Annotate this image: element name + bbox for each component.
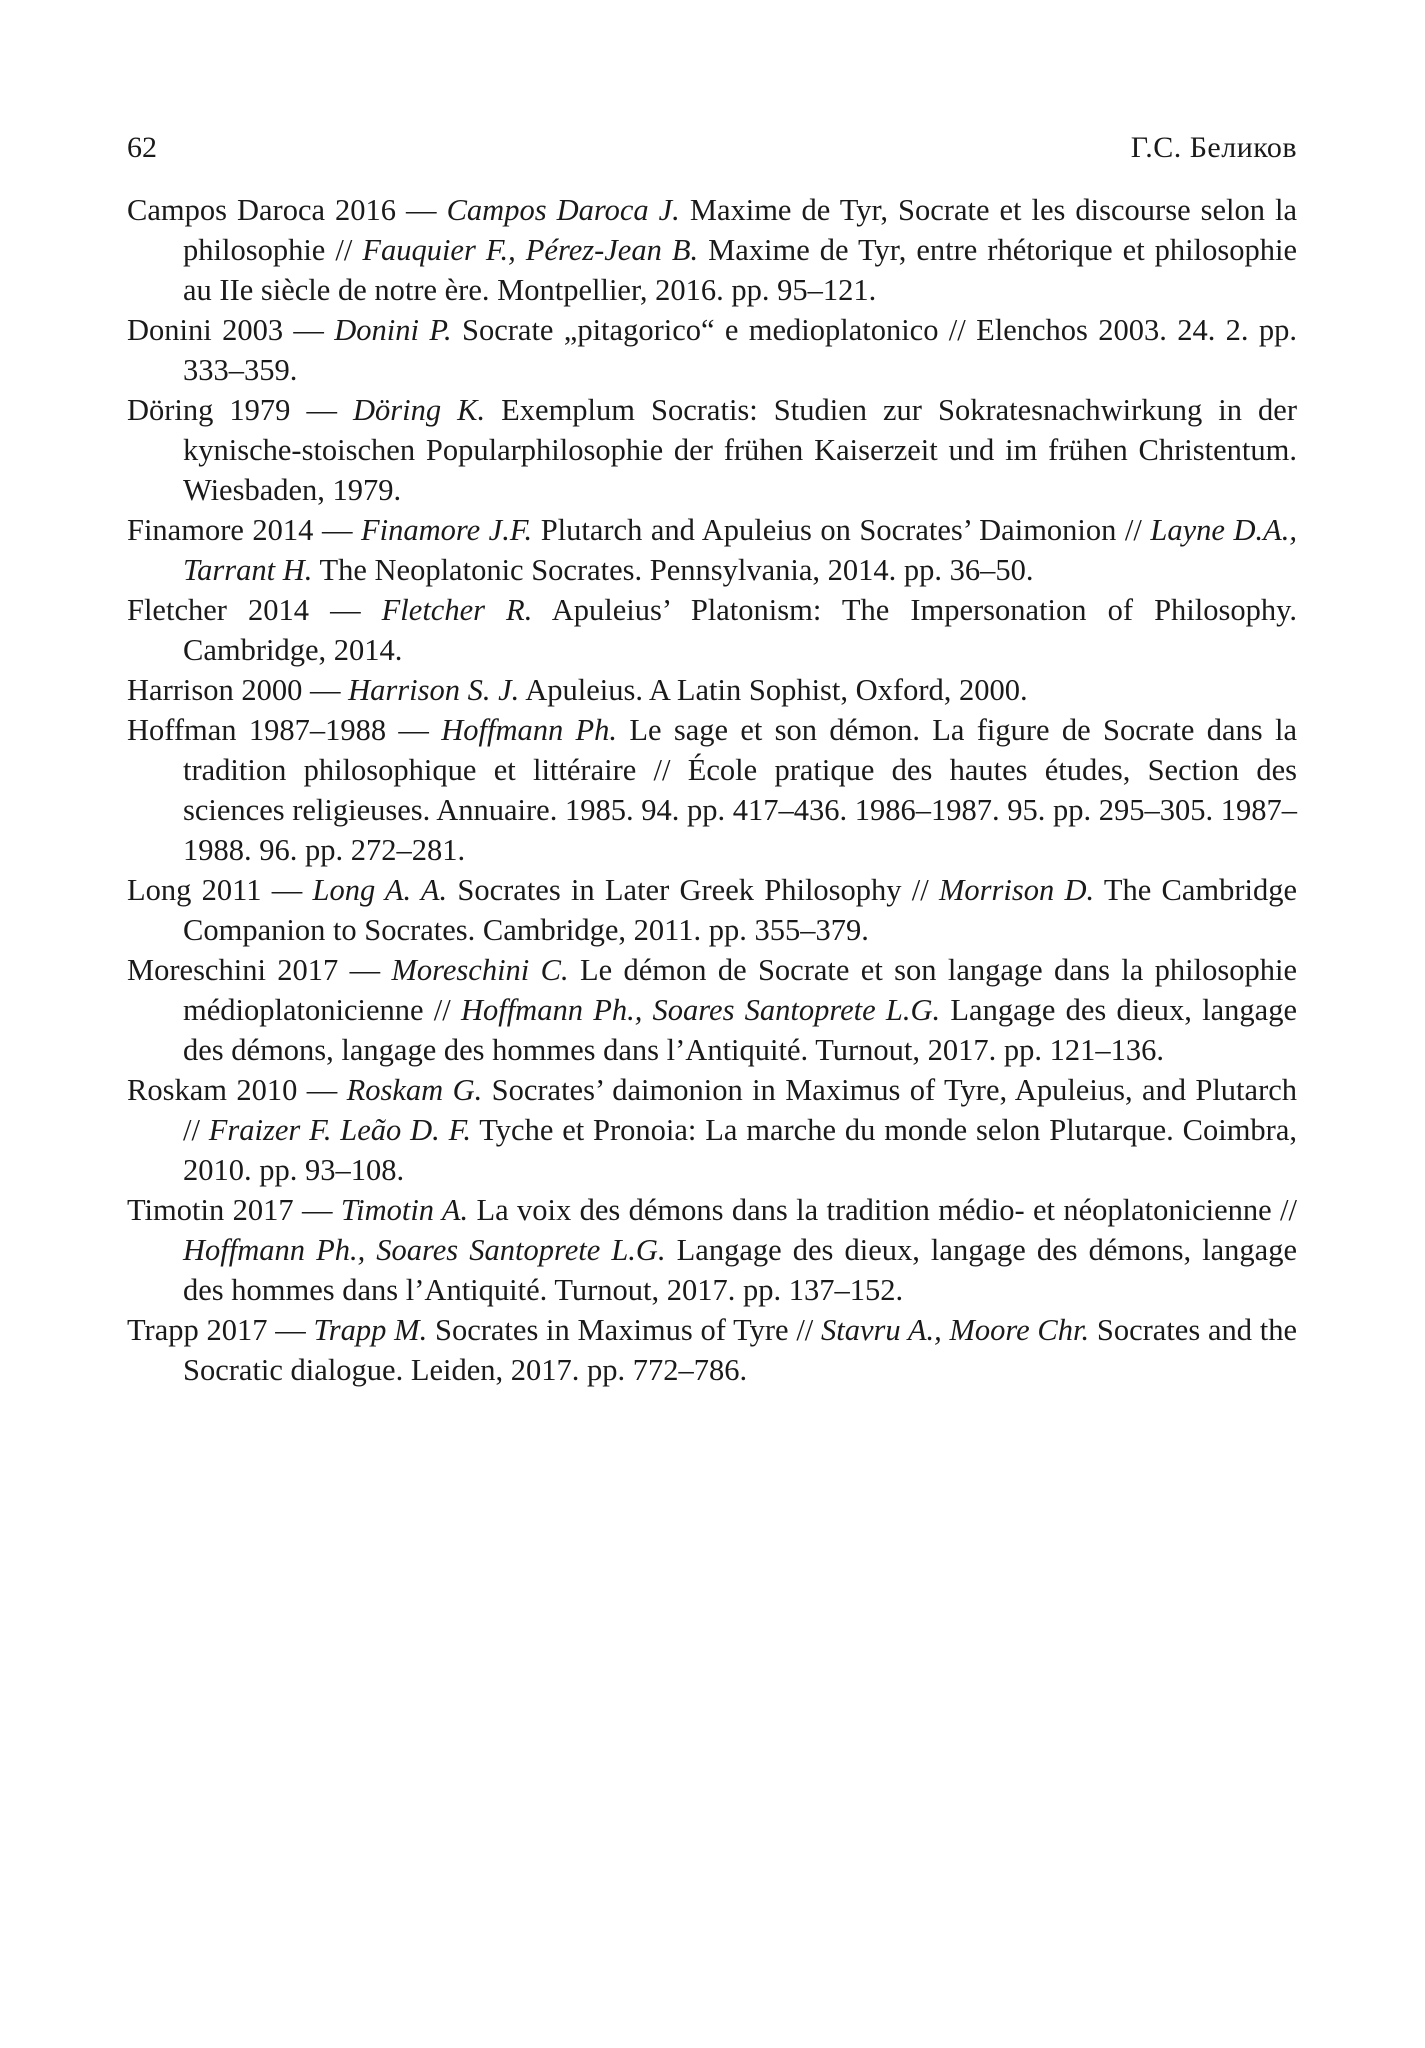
bibliography-entry: Döring 1979 — Döring K. Exemplum Socratis: Studien zur Sokratesnachwirkung in der kynische-stoischen Popularphilosophie der frühen Kaiserzeit und im frühen Christentum. Wiesbaden, 1979. xyxy=(127,393,1297,507)
bibliography-entry: Harrison 2000 — Harrison S. J. Apuleius. A Latin Sophist, Oxford, 2000. xyxy=(127,673,1028,707)
entry-key: Trapp 2017 xyxy=(127,1313,268,1347)
page-number: 62 xyxy=(127,131,157,164)
entry-text: Le démon de Socrate et son langage dans la philosophie médioplatonicienne // xyxy=(183,953,1298,1027)
entry-author: Finamore J.F. xyxy=(360,513,533,547)
bibliography-entry: Donini 2003 — Donini P. Socrate „pitagorico“ e medioplatonico // Elenchos 2003. 24. 2. pp. 333–359. xyxy=(127,313,1298,387)
entry-text: Exemplum Socratis: Studien zur Sokratesnachwirkung in der kynische-stoischen Popularphilosophie der frühen Kaiserzeit und im frühen Christentum. Wiesbaden, 1979. xyxy=(183,393,1297,507)
entry-text: Socrates in Maximus of Tyre // xyxy=(434,1313,822,1347)
bibliography-entry: Trapp 2017 — Trapp M. Socrates in Maximus of Tyre // Stavru A., Moore Chr. Socrates and the Socratic dialogue. Leiden, 2017. pp. 772–786. xyxy=(127,1313,1298,1387)
entry-text: La voix des démons dans la tradition médio- et néoplatonicienne // xyxy=(476,1193,1298,1227)
entry-text: Apuleius. A Latin Sophist, Oxford, 2000. xyxy=(525,673,1028,707)
bibliography-entry: Roskam 2010 — Roskam G. Socrates’ daimonion in Maximus of Tyre, Apuleius, and Plutarch // Fraizer F. Leão D. F. Tyche et Pronoia: La marche du monde selon Plutarque. Coimbra, 2010. pp. 93–108. xyxy=(127,1073,1298,1187)
entry-editor: Hoffmann Ph., Soares Santoprete L.G. xyxy=(460,993,941,1027)
entry-text: Apuleius’ Platonism: The Impersonation of Philosophy. Cambridge, 2014. xyxy=(183,593,1298,667)
entry-editor: Layne D.A., Tarrant H. xyxy=(183,513,1298,587)
entry-editor: Fraizer F. Leão D. F. xyxy=(208,1113,471,1147)
entry-author: Long A. A. xyxy=(312,873,448,907)
entry-author: Harrison S. J. xyxy=(348,673,520,707)
bibliography-entry: Long 2011 — Long A. A. Socrates in Later Greek Philosophy // Morrison D. The Cambridge Companion to Socrates. Cambridge, 2011. pp. 355–379. xyxy=(127,873,1298,947)
entry-text: Maxime de Tyr, Socrate et les discourse selon la philosophie // xyxy=(183,193,1298,267)
entry-editor: Hoffmann Ph., Soares Santoprete L.G. xyxy=(183,1233,666,1267)
bibliography-entry: Timotin 2017 — Timotin A. La voix des démons dans la tradition médio- et néoplatonicienne // Hoffmann Ph., Soares Santoprete L.G. Langage des dieux, langage des démons, langage des hommes dans l’Antiquité. Turnout, 2017. pp. 137–152. xyxy=(127,1193,1298,1307)
entry-key: Moreschini 2017 xyxy=(127,953,339,987)
entry-text: Tyche et Pronoia: La marche du monde selon Plutarque. Coimbra, 2010. pp. 93–108. xyxy=(183,1113,1297,1187)
entry-author: Moreschini C. xyxy=(391,953,569,987)
entry-key: Döring 1979 xyxy=(127,393,291,427)
entry-text: Maxime de Tyr, entre rhétorique et philosophie au IIe siècle de notre ère. Montpellier, 2016. pp. 95–121. xyxy=(183,233,1298,307)
entry-text: Langage des dieux, langage des démons, langage des hommes dans l’Antiquité. Turnout, 2017. pp. 121–136. xyxy=(183,993,1297,1067)
entry-text: Langage des dieux, langage des démons, langage des hommes dans l’Antiquité. Turnout, 2017. pp. 137–152. xyxy=(183,1233,1298,1307)
entry-key: Finamore 2014 xyxy=(127,513,314,547)
entry-author: Trapp M. xyxy=(313,1313,428,1347)
entry-text: The Cambridge Companion to Socrates. Cambridge, 2011. pp. 355–379. xyxy=(183,873,1298,947)
entry-key: Timotin 2017 xyxy=(127,1193,294,1227)
entry-author: Donini P. xyxy=(334,313,452,347)
running-head xyxy=(127,128,1297,168)
bibliography-entry: Moreschini 2017 — Moreschini C. Le démon de Socrate et son langage dans la philosophie médioplatonicienne // Hoffmann Ph., Soares Santoprete L.G. Langage des dieux, langage des démons, langage des hommes dans l’Antiquité. Turnout, 2017. pp. 121–136. xyxy=(127,953,1298,1067)
entry-key: Roskam 2010 xyxy=(127,1073,298,1107)
entry-key: Fletcher 2014 xyxy=(127,593,310,627)
entry-text: Socrate „pitagorico“ e medioplatonico // Elenchos 2003. 24. 2. pp. 333–359. xyxy=(183,313,1298,387)
entry-author: Campos Daroca J. xyxy=(446,193,680,227)
entry-key: Donini 2003 xyxy=(127,313,284,347)
entry-text: Socrates in Later Greek Philosophy // xyxy=(457,873,939,907)
entry-author: Döring K. xyxy=(353,393,486,427)
bibliography-entry: Hoffman 1987–1988 — Hoffmann Ph. Le sage et son démon. La figure de Socrate dans la tradition philosophique et littéraire // École pratique des hautes études, Section des sciences religieuses. Annuaire. 1985. 94. pp. 417–436. 1986–1987. 95. pp. 295–305. 1987–1988. 96. pp. 272–281. xyxy=(127,713,1297,867)
entry-key: Long 2011 xyxy=(127,873,262,907)
entry-text: The Neoplatonic Socrates. Pennsylvania, 2014. pp. 36–50. xyxy=(312,553,1034,587)
bibliography-entry: Finamore 2014 — Finamore J.F. Plutarch and Apuleius on Socrates’ Daimonion // Layne D.A., Tarrant H. The Neoplatonic Socrates. Pennsylvania, 2014. pp. 36–50. xyxy=(127,513,1298,587)
entry-author: Hoffmann Ph. xyxy=(441,713,618,747)
entry-author: Roskam G. xyxy=(346,1073,483,1107)
bibliography-entry: Campos Daroca 2016 — Campos Daroca J. Maxime de Tyr, Socrate et les discourse selon la philosophie // Fauquier F., Pérez-Jean B. Maxime de Tyr, entre rhétorique et philosophie au IIe siècle de notre ère. Montpellier, 2016. pp. 95–121. xyxy=(127,193,1298,307)
running-title: Г.С. Беликов xyxy=(1130,131,1297,164)
entry-text: Socrates’ daimonion in Maximus of Tyre, Apuleius, and Plutarch // xyxy=(183,1073,1298,1147)
bibliography-list xyxy=(127,190,1297,1390)
entry-author: Fletcher R. xyxy=(381,593,533,627)
entry-key: Harrison 2000 xyxy=(127,673,303,707)
bibliography-entry: Fletcher 2014 — Fletcher R. Apuleius’ Platonism: The Impersonation of Philosophy. Cambridge, 2014. xyxy=(127,593,1298,667)
entry-author: Timotin A. xyxy=(340,1193,469,1227)
entry-text: Plutarch and Apuleius on Socrates’ Daimonion // xyxy=(540,513,1151,547)
entry-text: Socrates and the Socratic dialogue. Leiden, 2017. pp. 772–786. xyxy=(183,1313,1298,1387)
entry-editor: Morrison D. xyxy=(938,873,1095,907)
entry-key: Campos Daroca 2016 xyxy=(127,193,397,227)
entry-key: Hoffman 1987–1988 xyxy=(127,713,387,747)
entry-text: Le sage et son démon. La figure de Socrate dans la tradition philosophique et littéraire // École pratique des hautes études, Section des sciences religieuses. Annuaire. 1985. 94. pp. 417–436. 1986–1987. 95. pp. 295–305. 1987–1988. 96. pp. 272–281. xyxy=(183,713,1297,867)
entry-editor: Fauquier F., Pérez-Jean B. xyxy=(362,233,699,267)
entry-editor: Stavru A., Moore Chr. xyxy=(821,1313,1090,1347)
